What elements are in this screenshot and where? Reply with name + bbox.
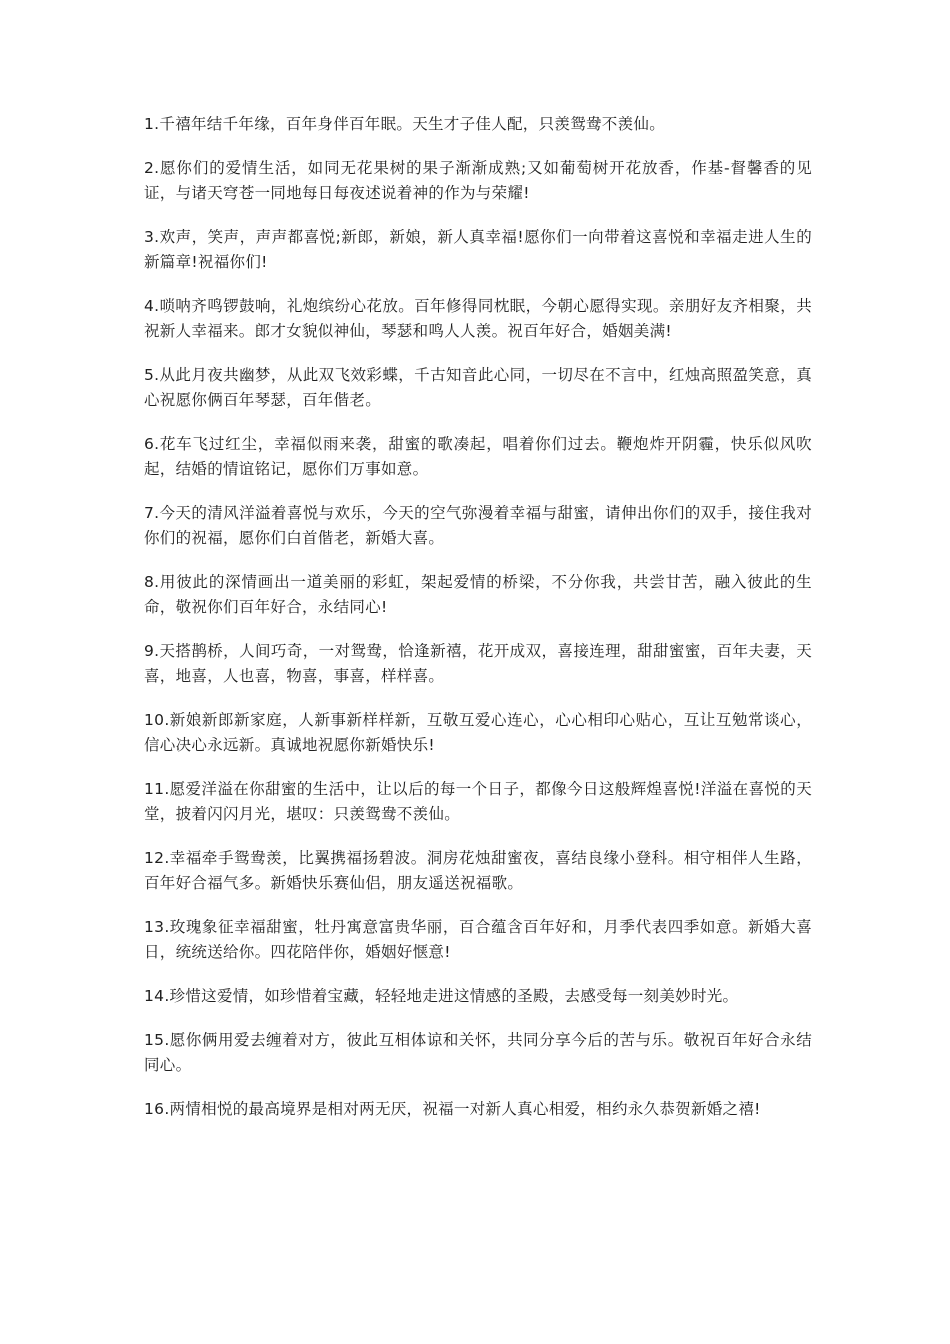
paragraph-6: 6.花车飞过红尘，幸福似雨来袭，甜蜜的歌凑起，唱着你们过去。鞭炮炸开阴霾，快乐似风吹起，结婚的情谊铭记，愿你们万事如意。	[144, 435, 812, 478]
paragraph-2: 2.愿你们的爱情生活，如同无花果树的果子渐渐成熟;又如葡萄树开花放香，作基-督馨香的见证，与诸天穹苍一同地每日每夜述说着神的作为与荣耀!	[144, 159, 812, 202]
paragraph-15: 15.愿你俩用爱去缠着对方，彼此互相体谅和关怀，共同分享今后的苦与乐。敬祝百年好合永结同心。	[144, 1031, 812, 1074]
paragraph-11: 11.愿爱洋溢在你甜蜜的生活中，让以后的每一个日子，都像今日这般辉煌喜悦!洋溢在喜悦的天堂，披着闪闪月光，堪叹：只羡鸳鸯不羡仙。	[144, 780, 812, 823]
paragraph-13: 13.玫瑰象征幸福甜蜜，牡丹寓意富贵华丽，百合蕴含百年好和，月季代表四季如意。新婚大喜日，统统送给你。四花陪伴你，婚姻好惬意!	[144, 918, 812, 961]
paragraph-12: 12.幸福牵手鸳鸯羡，比翼携福扬碧波。洞房花烛甜蜜夜，喜结良缘小登科。相守相伴人生路，百年好合福气多。新婚快乐赛仙侣，朋友遥送祝福歌。	[144, 849, 812, 892]
paragraph-4: 4.唢呐齐鸣锣鼓响，礼炮缤纷心花放。百年修得同枕眠，今朝心愿得实现。亲朋好友齐相聚，共祝新人幸福来。郎才女貌似神仙，琴瑟和鸣人人羡。祝百年好合，婚姻美满!	[144, 297, 812, 340]
paragraph-3: 3.欢声，笑声，声声都喜悦;新郎，新娘，新人真幸福!愿你们一向带着这喜悦和幸福走进人生的新篇章!祝福你们!	[144, 228, 812, 271]
paragraph-8: 8.用彼此的深情画出一道美丽的彩虹，架起爱情的桥梁，不分你我，共尝甘苦，融入彼此的生命，敬祝你们百年好合，永结同心!	[144, 573, 812, 616]
paragraph-14: 14.珍惜这爱情，如珍惜着宝藏，轻轻地走进这情感的圣殿，去感受每一刻美妙时光。	[144, 987, 739, 1005]
paragraph-10: 10.新娘新郎新家庭，人新事新样样新，互敬互爱心连心，心心相印心贴心，互让互勉常谈心，信心决心永远新。真诚地祝愿你新婚快乐!	[144, 711, 812, 754]
paragraph-5: 5.从此月夜共幽梦，从此双飞效彩蝶，千古知音此心同，一切尽在不言中，红烛高照盈笑意，真心祝愿你俩百年琴瑟，百年偕老。	[144, 366, 812, 409]
paragraph-9: 9.天搭鹊桥，人间巧奇，一对鸳鸯，恰逢新禧，花开成双，喜接连理，甜甜蜜蜜，百年夫妻，天喜，地喜，人也喜，物喜，事喜，样样喜。	[144, 642, 812, 685]
paragraph-1: 1.千禧年结千年缘，百年身伴百年眠。天生才子佳人配，只羡鸳鸯不羡仙。	[144, 115, 665, 133]
paragraph-16: 16.两情相悦的最高境界是相对两无厌，祝福一对新人真心相爱，相约永久恭贺新婚之禧!	[144, 1100, 761, 1118]
paragraph-7: 7.今天的清风洋溢着喜悦与欢乐，今天的空气弥漫着幸福与甜蜜，请伸出你们的双手，接住我对你们的祝福，愿你们白首偕老，新婚大喜。	[144, 504, 812, 547]
document-body	[144, 112, 812, 1141]
